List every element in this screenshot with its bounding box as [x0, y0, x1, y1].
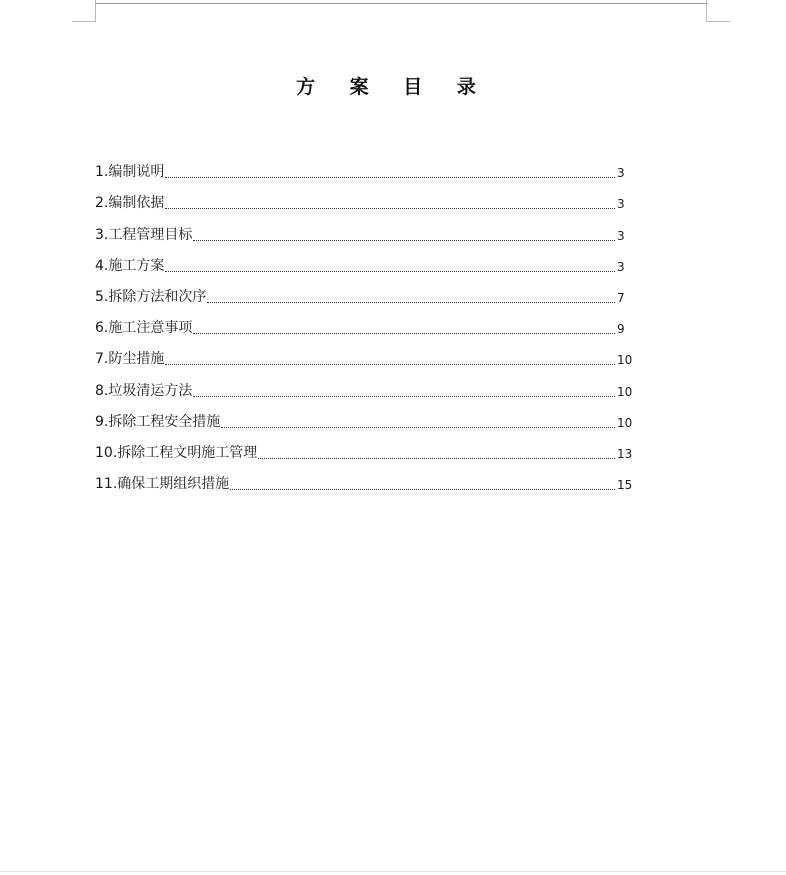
toc-entry[interactable] — [95, 150, 635, 181]
toc-entry-page: 3 — [617, 259, 625, 274]
page-bottom-edge — [0, 871, 786, 872]
toc-entry-label: 2.编制依据 — [95, 195, 165, 212]
toc-entry[interactable] — [95, 244, 635, 275]
toc-dot-leader — [165, 364, 615, 365]
toc-entry-label: 11.确保工期组织措施 — [95, 476, 230, 493]
toc-entry-label: 8.垃圾清运方法 — [95, 382, 193, 399]
toc-entry-label: 4.施工方案 — [95, 257, 165, 274]
crop-mark-top-right — [706, 0, 730, 22]
toc-entry[interactable] — [95, 368, 635, 399]
toc-entry[interactable] — [95, 275, 635, 306]
crop-mark-top-left — [72, 0, 96, 22]
toc-dot-leader — [230, 489, 615, 490]
toc-entry-label: 5.拆除方法和次序 — [95, 288, 207, 305]
toc-entry[interactable] — [95, 181, 635, 212]
toc-entry[interactable] — [95, 400, 635, 431]
toc-entry-page: 9 — [617, 322, 625, 337]
toc-entry-page: 10 — [617, 353, 633, 368]
toc-entry-label: 9.拆除工程安全措施 — [95, 413, 221, 430]
toc-entry-label: 3.工程管理目标 — [95, 226, 193, 243]
toc-entry-page: 7 — [617, 290, 625, 305]
toc-entry-page: 13 — [617, 446, 633, 461]
toc-dot-leader — [165, 177, 615, 178]
toc-entry-label: 10.拆除工程文明施工管理 — [95, 444, 258, 461]
toc-entry[interactable] — [95, 212, 635, 243]
header-rule — [95, 3, 706, 4]
toc-entry-page: 3 — [617, 197, 625, 212]
toc-entry[interactable] — [95, 337, 635, 368]
toc-dot-leader — [165, 271, 615, 272]
table-of-contents — [95, 150, 635, 493]
toc-entry-page: 3 — [617, 228, 625, 243]
toc-dot-leader — [207, 302, 615, 303]
toc-entry[interactable] — [95, 306, 635, 337]
toc-dot-leader — [193, 240, 615, 241]
toc-entry[interactable] — [95, 431, 635, 462]
toc-entry-page: 15 — [617, 478, 633, 493]
toc-dot-leader — [221, 427, 615, 428]
toc-dot-leader — [193, 333, 615, 334]
toc-entry-label: 1.编制说明 — [95, 164, 165, 181]
toc-dot-leader — [193, 396, 615, 397]
toc-entry-label: 6.施工注意事项 — [95, 320, 193, 337]
toc-entry-label: 7.防尘措施 — [95, 351, 165, 368]
toc-entry-page: 10 — [617, 415, 633, 430]
toc-entry-page: 10 — [617, 384, 633, 399]
toc-dot-leader — [165, 208, 615, 209]
toc-dot-leader — [258, 458, 615, 459]
toc-entry[interactable] — [95, 462, 635, 493]
page-title: 方 案 目 录 — [296, 76, 490, 98]
toc-entry-page: 3 — [617, 166, 625, 181]
